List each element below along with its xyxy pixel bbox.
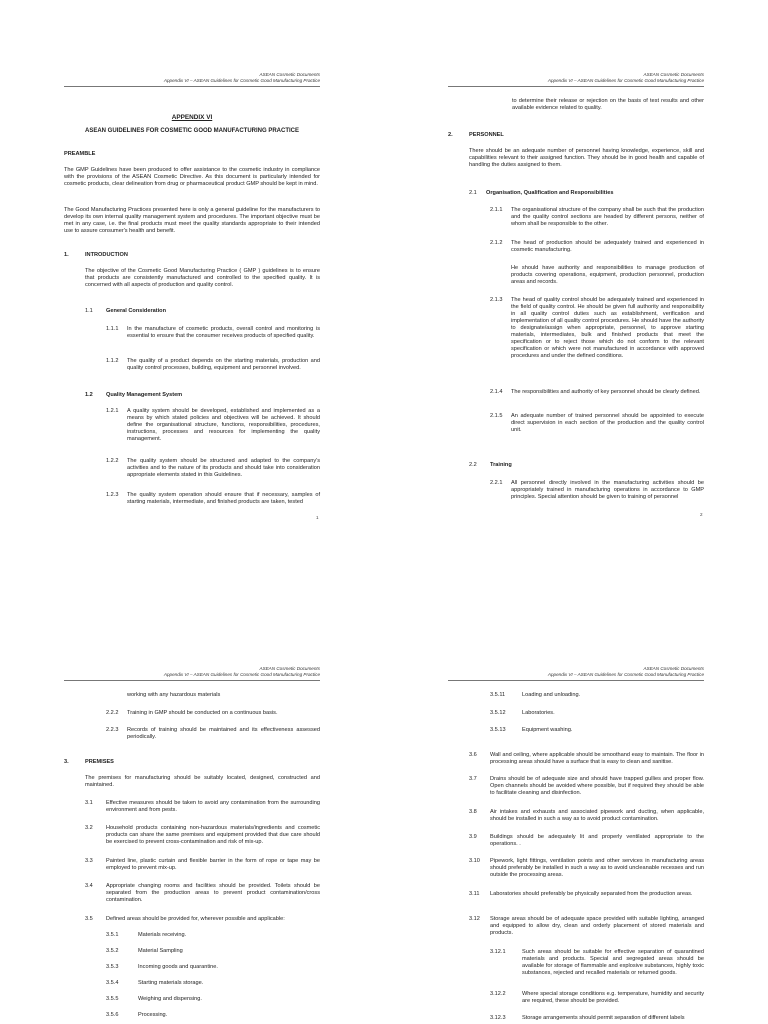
section-2-1-2-number: 2.1.2 xyxy=(490,240,503,246)
header-line-2: Appendix VI – ASEAN Guidelines for Cosmetic Good Manufacturing Practice xyxy=(163,672,320,677)
section-3-12-1-text: Such areas should be suitable for effective separation of quarantined materials and products. Special and segregated areas should be available for storage of flammable and explosive substances, highly toxic substances, rejected and recalled materials or returned goods. xyxy=(522,949,704,976)
section-3-12-1-number: 3.12.1 xyxy=(490,949,506,955)
section-1-1-1-text: In the manufacture of cosmetic products, overall control and monitoring is essential to ensure that the consumer receives products of specified quality. xyxy=(127,326,320,339)
section-2-1-4-number: 2.1.4 xyxy=(490,389,503,395)
list-item-number: 3.5.11 xyxy=(490,692,506,698)
section-3-7-text: Drains should be of adequate size and should have trapped gullies and proper flow. Open channels should be avoided where possible, but if required they should be able to facilitate cleaning and disinfection. xyxy=(490,776,704,796)
header-line-2: Appendix VI – ASEAN Guidelines for Cosmetic Good Manufacturing Practice xyxy=(547,672,704,677)
preamble-heading: PREAMBLE xyxy=(64,151,96,157)
header-rule xyxy=(64,86,320,87)
section-2-1-5-number: 2.1.5 xyxy=(490,413,503,419)
section-1-2-title: Quality Management System xyxy=(106,392,183,398)
section-3-2-number: 3.2 xyxy=(85,825,93,831)
list-item-number: 3.5.3 xyxy=(106,964,119,970)
section-2-title: PERSONNEL xyxy=(469,132,504,138)
section-1-2-number: 1.2 xyxy=(85,392,93,398)
list-item-number: 3.5.13 xyxy=(490,727,506,733)
section-1-text: The objective of the Cosmetic Good Manufacturing Practice ( GMP ) guidelines is to ensure that products are consistently manufactured and controlled to the specified quality. It is concerned with all aspects of production and quality control. xyxy=(85,268,320,288)
section-1-1-number: 1.1 xyxy=(85,308,93,314)
list-item-number: 3.5.12 xyxy=(490,710,506,716)
section-1-1-2-text: The quality of a product depends on the starting materials, production and quality control processes, building, equipment and personnel involved. xyxy=(127,358,320,371)
continued-text: to determine their release or rejection on the basis of test results and other available evidence related to quality. xyxy=(512,98,704,111)
continued-text: working with any hazardous materials xyxy=(127,692,221,698)
section-1-1-2-number: 1.1.2 xyxy=(106,358,119,364)
section-3-5-text: Defined areas should be provided for, wherever possible and applicable: xyxy=(106,916,285,922)
list-item-number: 3.5.1 xyxy=(106,932,119,938)
section-2-1-4-text: The responsibilities and authority of key personnel should be clearly defined. xyxy=(511,389,701,395)
section-2-2-3-number: 2.2.3 xyxy=(106,727,119,733)
section-2-text: There should be an adequate number of personnel having knowledge, experience, skill and capabilities relevant to their assigned function. They should be in good health and capable of handling the duties assigned to them. xyxy=(469,148,704,168)
section-2-1-number: 2.1 xyxy=(469,190,477,196)
list-item-text: Equipment washing. xyxy=(522,727,573,733)
section-2-2-2-number: 2.2.2 xyxy=(106,710,119,716)
section-2-2-1-text: All personnel directly involved in the manufacturing activities should be appropriately trained in manufacturing operations in accordance to GMP principles. Special attention should be given to training of personnel xyxy=(511,480,704,500)
section-2-2-title: Training xyxy=(490,462,512,468)
section-2-1-5-text: An adequate number of trained personnel should be appointed to execute direct supervision in each section of the production and the quality control unit. xyxy=(511,413,704,433)
section-3-3-number: 3.3 xyxy=(85,858,93,864)
list-item-number: 3.5.5 xyxy=(106,996,119,1002)
document-page-2 xyxy=(384,0,768,517)
section-2-1-1-number: 2.1.1 xyxy=(490,207,503,213)
section-1-2-2-number: 1.2.2 xyxy=(106,458,119,464)
list-item-text: Processing. xyxy=(138,1012,168,1018)
header-line-2: Appendix VI – ASEAN Guidelines for Cosmetic Good Manufacturing Practice xyxy=(547,78,704,83)
section-1-2-1-number: 1.2.1 xyxy=(106,408,119,414)
section-3-12-2-text: Where special storage conditions e.g. temperature, humidity and security are required, these should be provided. xyxy=(522,991,704,1004)
list-item-text: Loading and unloading. xyxy=(522,692,581,698)
list-item-text: Material Sampling xyxy=(138,948,183,954)
section-3-6-number: 3.6 xyxy=(469,752,477,758)
header-line-2: Appendix VI – ASEAN Guidelines for Cosmetic Good Manufacturing Practice xyxy=(163,78,320,83)
document-title: ASEAN GUIDELINES FOR COSMETIC GOOD MANUFACTURING PRACTICE xyxy=(84,128,299,134)
section-3-10-text: Pipework, light fittings, ventilation points and other services in manufacturing areas should preferably be installed in such a way as to avoid uncleanable recesses and run outside the processing areas. xyxy=(490,858,704,878)
section-3-2-text: Household products containing non-hazardous materials/ingredients and cosmetic products can share the same premises and equipment provided that due care should be exercised to prevent cross-contamination and risk of mix-up. xyxy=(106,825,320,845)
appendix-title: APPENDIX VI xyxy=(171,114,213,121)
section-3-9-text: Buildings should be adequately lit and properly ventilated appropriate to the operations. . xyxy=(490,834,704,847)
header-line-1: ASEAN Cosmetic Documents xyxy=(259,666,320,671)
section-1-1-title: General Consideration xyxy=(106,308,166,314)
section-2-number: 2. xyxy=(448,132,453,138)
header-rule xyxy=(64,680,320,681)
section-3-11-text: Laboratories should preferably be physically separated from the production areas. xyxy=(490,891,693,897)
list-item-number: 3.5.6 xyxy=(106,1012,119,1018)
section-1-number: 1. xyxy=(64,252,69,258)
section-3-4-text: Appropriate changing rooms and facilities should be provided. Toilets should be separated from the production areas to prevent product contamination/cross contamination. xyxy=(106,883,320,903)
list-item-text: Starting materials storage. xyxy=(138,980,204,986)
section-3-10-number: 3.10 xyxy=(469,858,480,864)
section-3-12-2-number: 3.12.2 xyxy=(490,991,506,997)
header-line-1: ASEAN Cosmetic Documents xyxy=(643,666,704,671)
section-1-2-3-number: 1.2.3 xyxy=(106,492,119,498)
header-line-1: ASEAN Cosmetic Documents xyxy=(259,72,320,77)
section-3-title: PREMISES xyxy=(85,759,114,765)
section-3-12-3-number: 3.12.3 xyxy=(490,1015,506,1021)
preamble-paragraph-1: The GMP Guidelines have been produced to offer assistance to the cosmetic industry in compliance with the provisions of the ASEAN Cosmetic Directive. As this document is particularly intended for cosmetic products, clear delineation from drug or pharmaceutical product GMP should be kept in mind. xyxy=(64,167,320,187)
list-item-text: Incoming goods and quarantine. xyxy=(138,964,218,970)
list-item-number: 3.5.4 xyxy=(106,980,119,986)
section-3-7-number: 3.7 xyxy=(469,776,477,782)
list-item-number: 3.5.2 xyxy=(106,948,119,954)
page-number: 1 xyxy=(316,515,319,520)
page-number: 2 xyxy=(700,512,703,517)
section-2-2-number: 2.2 xyxy=(469,462,477,468)
section-3-8-text: Air intakes and exhausts and associated pipework and ducting, when applicable, should be installed in such a way as to avoid product contamination. xyxy=(490,809,704,822)
section-3-number: 3. xyxy=(64,759,69,765)
section-2-1-3-text: The head of quality control should be adequately trained and experienced in the field of quality control. He should be given full authority and responsibility in all quality control duties such as establishment, verification and implementation of all quality control procedures. He should have the authority to designate/assign when appropriate, personnel, to approve starting materials, intermediates, bulk and finished products that meet the specification or to reject those which do not conform to the relevant specification or which were not manufactured in accordance with approved procedures and under the defined conditions. xyxy=(511,297,704,359)
section-3-8-number: 3.8 xyxy=(469,809,477,815)
list-item-text: Materials receiving. xyxy=(138,932,187,938)
section-3-11-number: 3.11 xyxy=(469,891,480,897)
section-1-2-3-text: The quality system operation should ensure that if necessary, samples of starting materials, intermediate, and finished products are taken, tested xyxy=(127,492,320,505)
page-header xyxy=(548,666,704,678)
section-3-9-number: 3.9 xyxy=(469,834,477,840)
section-1-title: INTRODUCTION xyxy=(85,252,128,258)
document-page-1 xyxy=(0,0,384,520)
page-header xyxy=(164,72,320,84)
section-1-1-1-number: 1.1.1 xyxy=(106,326,119,332)
section-2-1-title: Organisation, Qualification and Responsibilities xyxy=(486,190,614,196)
section-2-1-1-text: The organisational structure of the company shall be such that the production and the quality control sections are headed by different persons, neither of whom shall be responsible to the other. xyxy=(511,207,704,227)
header-rule xyxy=(448,86,704,87)
section-3-12-text: Storage areas should be of adequate space provided with suitable lighting, arranged and equipped to allow dry, clean and orderly placement of stored materials and products. xyxy=(490,916,704,936)
section-2-1-3-number: 2.1.3 xyxy=(490,297,503,303)
document-page-4 xyxy=(384,512,768,1024)
section-3-text: The premises for manufacturing should be suitably located, designed, constructed and maintained. xyxy=(85,775,320,788)
section-1-2-1-text: A quality system should be developed, established and implemented as a means by which stated policies and objectives will be achieved. It should define the organisational structure, functions, responsibilities, procedures, instructions, processes and resources for implementing the quality management. xyxy=(127,408,320,442)
section-3-12-number: 3.12 xyxy=(469,916,480,922)
header-rule xyxy=(448,680,704,681)
section-3-4-number: 3.4 xyxy=(85,883,93,889)
list-item-text: Laboratories. xyxy=(522,710,555,716)
section-2-2-2-text: Training in GMP should be conducted on a continuous basis. xyxy=(127,710,278,716)
section-3-1-text: Effective measures should be taken to avoid any contamination from the surrounding environment and from pests. xyxy=(106,800,320,813)
header-line-1: ASEAN Cosmetic Documents xyxy=(643,72,704,77)
section-3-6-text: Wall and ceiling, where applicable should be smoothand easy to maintain. The floor in processing areas should have a surface that is easy to clean and sanitise. xyxy=(490,752,704,765)
preamble-paragraph-2: The Good Manufacturing Practices presented here is only a general guideline for the manufacturers to develop its own internal quality management system and procedures. The important objective must be met in any case, i.e. the final products must meet the quality standards appropriate to their intended use to assure consumer's health and benefit. xyxy=(64,207,320,234)
section-2-1-2-text-2: He should have authority and responsibilities to manage production of products covering operations, equipment, production personnel, production areas and records. xyxy=(511,265,704,285)
list-item-text: Weighing and dispensing. xyxy=(138,996,202,1002)
section-2-1-2-text: The head of production should be adequately trained and experienced in cosmetic manufacturing. xyxy=(511,240,704,253)
document-page-3 xyxy=(0,512,384,1024)
page-header xyxy=(548,72,704,84)
section-3-12-3-text: Storage arrangements should permit separation of different labels xyxy=(522,1015,685,1021)
section-3-5-number: 3.5 xyxy=(85,916,93,922)
section-3-3-text: Painted line, plastic curtain and flexible barrier in the form of rope or tape may be employed to prevent mix-up. xyxy=(106,858,320,871)
section-2-2-3-text: Records of training should be maintained and its effectiveness assessed periodically. xyxy=(127,727,320,740)
section-3-1-number: 3.1 xyxy=(85,800,93,806)
section-1-2-2-text: The quality system should be structured and adapted to the company's activities and to the nature of its products and should take into consideration appropriate elements stated in this Guidelines. xyxy=(127,458,320,478)
section-2-2-1-number: 2.2.1 xyxy=(490,480,503,486)
page-header xyxy=(164,666,320,678)
